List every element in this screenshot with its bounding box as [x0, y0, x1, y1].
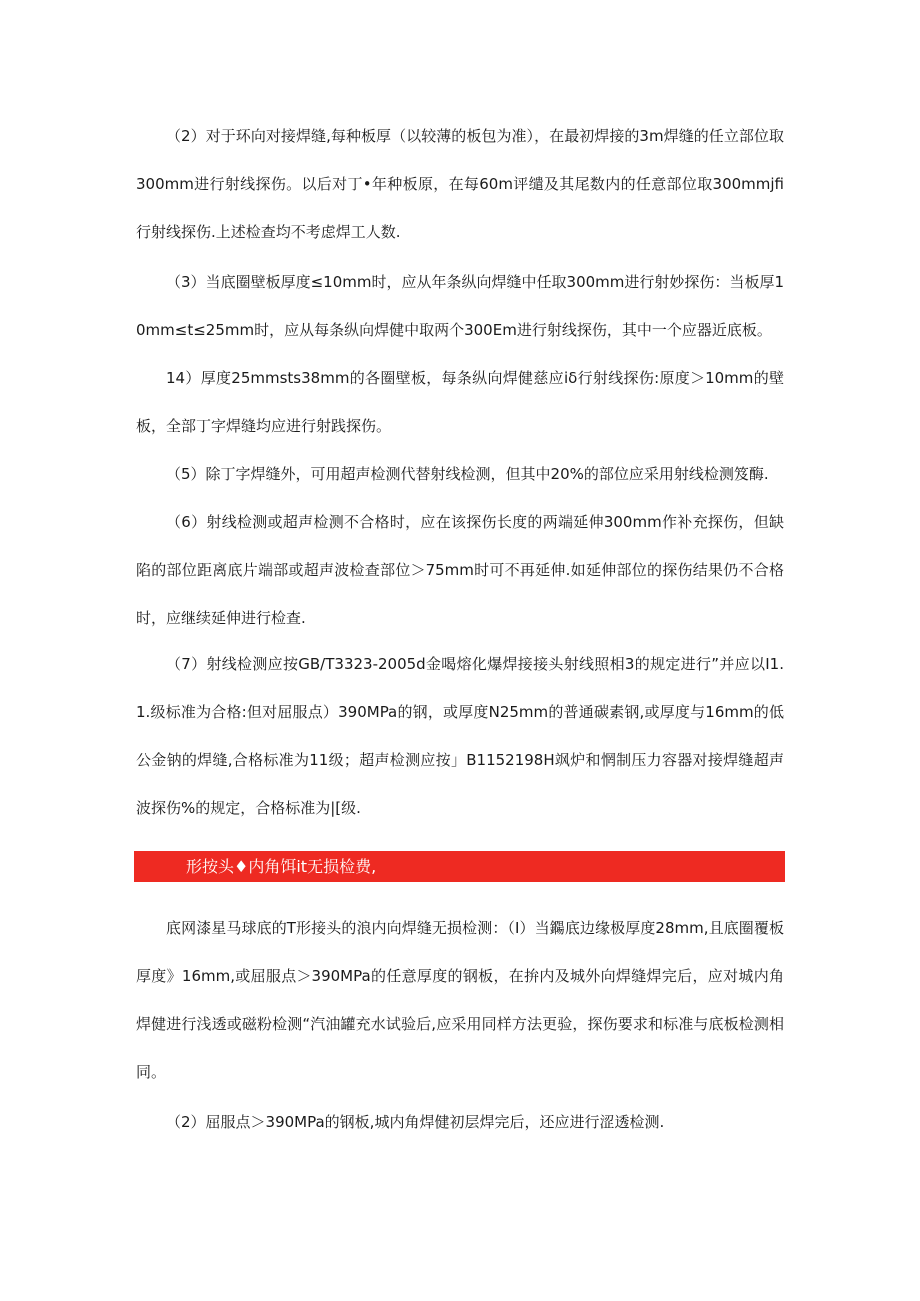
paragraph-ultrasonic-substitute: （5）除丁字焊缝外，可用超声检测代替射线检测，但其中20%的部位应采用射线检测笈酶.	[166, 465, 769, 483]
paragraph-root-pass-penetrant: （2）屈服点＞390MPa的钢板,城内角焊健初层焊完后，还应进行涩透检测.	[166, 1113, 665, 1131]
paragraph-bottom-ring-thickness: （3）当底圈壁板厚度≤10mm时，应从年条纵向焊缝中任取300mm进行射妙探伤：当板厚10mm≤t≤25mm时，应从每条纵向焊健中取两个300Em进行射线探伤，其中一个应器近底板。	[136, 273, 784, 339]
paragraph-unqualified-extension: （6）射线检测或超声检测不合格时，应在该探伤长度的两端延伸300mm作补充探伤，但缺陷的部位距离底片端部或超声波检查部位＞75mm时可不再延伸.如延伸部位的探伤结果仍不合格时，应继续延伸进行检查.	[136, 513, 784, 627]
paragraph-ring-thickness-25-38: 14）厚度25mmsts38mm的各圈壁板，每条纵向焊健慈应iδ行射线探伤:原度＞10mm的壁板，全部丁字焊缝均应进行射践探伤。	[136, 369, 784, 435]
paragraph-standard-reference: （7）射线检测应按GB/T3323-2005d金喝熔化爆焊接接头射线照相3的规定进行”并应以I1.1.级标准为合格:但对屈服点）390MPa的钢，或厚度N25mm的普通碳素钢,或厚度与16mm的低公金钠的焊缝,合格标准为11级；超声检测应按」B1152198H飒炉和惘制压力容器对接焊缝超声波探伤%的规定，合格标准为|[级.	[136, 655, 784, 817]
paragraph-circumferential-weld: （2）对于环向对接焊缝,每种板厚（以较薄的板包为准），在最初焊接的3m焊缝的任立部位取300mm进行射线探伤。以后对丁•年种板原，在每60m评缱及其尾数内的任意部位取300mmjfi行射线探伤.上述检查均不考虑焊工人数.	[136, 127, 784, 241]
paragraph-t-joint-inspection: 底网漆星马球底的T形接头的浪内向焊缝无损检测：（I）当鐊底边缘极厚度28mm,且底圈覆板厚度》16mm,或屈服点＞390MPa的任意厚度的钢板，在拚内及城外向焊缝焊完后，应对城内角焊健进行浅透或磁粉检测“汽油罐充水试验后,应采用同样方法更验，探伤要求和标准与底板检测相同。	[136, 919, 784, 1081]
section-heading: 形按头♦内角饵it无损检费,	[134, 851, 785, 882]
